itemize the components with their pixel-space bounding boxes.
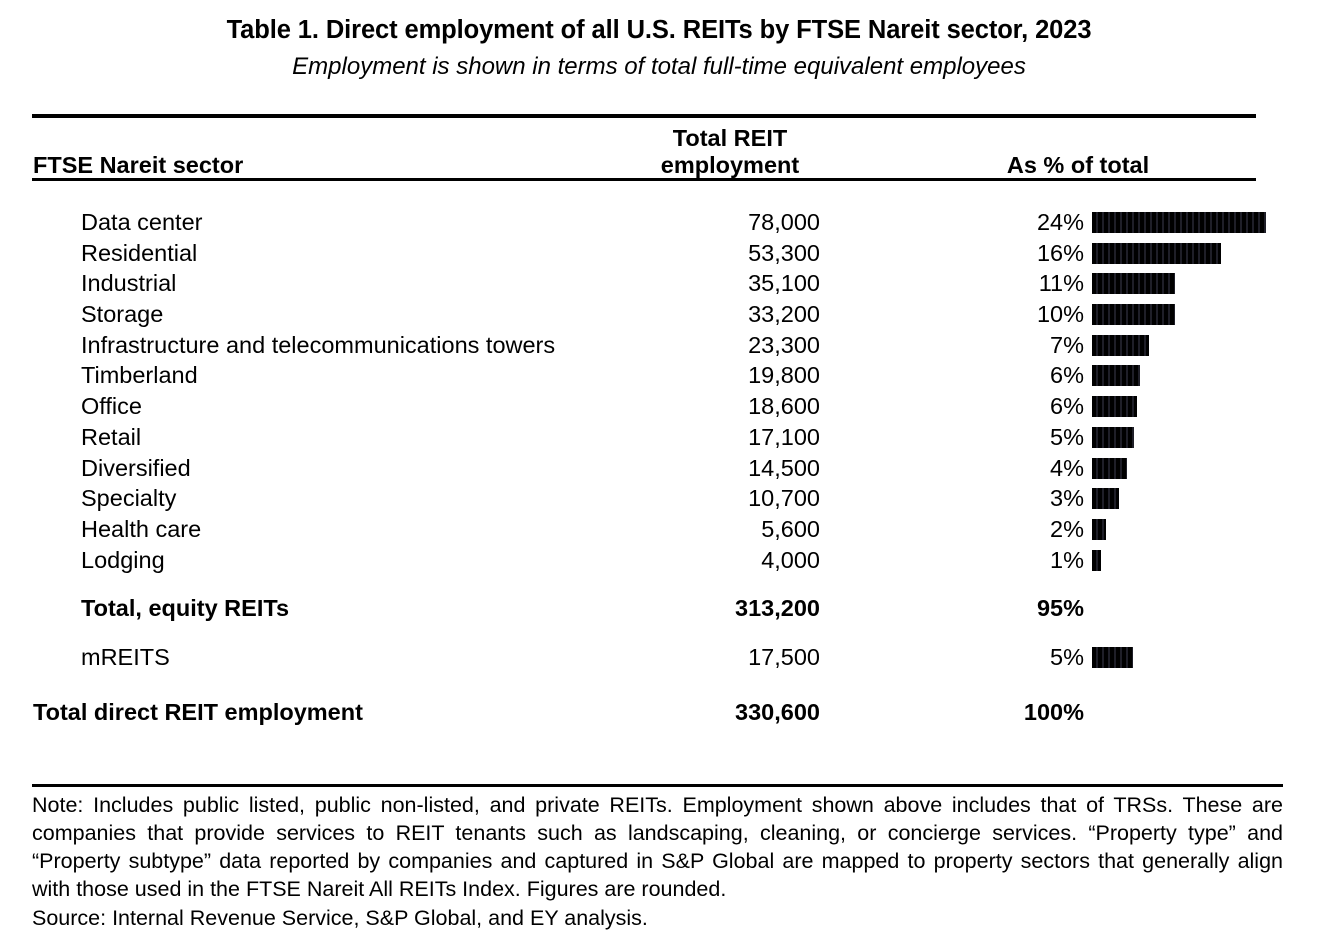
cell-bar xyxy=(1092,396,1137,417)
column-header-percent: As % of total xyxy=(1006,151,1150,178)
percent-bar xyxy=(1092,273,1175,294)
cell-bar xyxy=(1092,335,1149,356)
cell-sector: Specialty xyxy=(81,485,177,512)
table-rows xyxy=(0,207,1318,727)
cell-sector: Storage xyxy=(81,301,164,328)
table-note xyxy=(32,791,1283,932)
cell-bar xyxy=(1092,365,1140,386)
page-title: Table 1. Direct employment of all U.S. REITs by FTSE Nareit sector, 2023 xyxy=(226,16,1092,44)
column-header-employment-line2: employment xyxy=(660,151,800,178)
cell-sector: Infrastructure and telecommunications towers xyxy=(81,331,556,358)
cell-sector: mREITS xyxy=(81,643,170,670)
cell-percent: 24% xyxy=(1036,209,1084,235)
cell-percent: 95% xyxy=(1036,595,1084,622)
cell-bar xyxy=(1092,519,1106,540)
percent-bar xyxy=(1092,519,1106,540)
cell-bar xyxy=(1092,273,1175,294)
cell-percent: 3% xyxy=(1050,485,1084,512)
column-header-employment-line1: Total REIT xyxy=(672,125,788,152)
page-subtitle: Employment is shown in terms of total full-time equivalent employees xyxy=(292,53,1026,81)
table-row xyxy=(0,642,1318,673)
cell-percent: 6% xyxy=(1050,362,1084,389)
table-row xyxy=(0,422,1318,453)
cell-percent: 5% xyxy=(1050,643,1084,670)
cell-employment: 35,100 xyxy=(748,270,820,297)
table-row xyxy=(0,391,1318,422)
cell-bar xyxy=(1092,550,1101,571)
percent-bar xyxy=(1092,488,1119,509)
cell-bar xyxy=(1092,427,1134,448)
cell-bar xyxy=(1092,647,1133,668)
cell-percent: 6% xyxy=(1050,393,1084,420)
cell-employment: 23,300 xyxy=(748,331,820,358)
cell-percent: 5% xyxy=(1050,423,1084,450)
cell-percent: 11% xyxy=(1038,270,1084,297)
percent-bar xyxy=(1092,335,1149,356)
cell-employment: 18,600 xyxy=(748,393,820,420)
cell-sector: Lodging xyxy=(81,546,165,573)
cell-sector: Total, equity REITs xyxy=(81,595,290,622)
cell-sector: Total direct REIT employment xyxy=(33,698,363,725)
cell-bar xyxy=(1092,212,1266,233)
cell-percent: 100% xyxy=(1023,698,1084,725)
percent-bar xyxy=(1092,427,1134,448)
percent-bar xyxy=(1092,243,1221,264)
cell-bar xyxy=(1092,488,1119,509)
cell-bar xyxy=(1092,458,1127,479)
percent-bar xyxy=(1092,365,1140,386)
cell-employment: 330,600 xyxy=(735,698,820,725)
percent-bar xyxy=(1092,458,1127,479)
table-row xyxy=(0,514,1318,545)
cell-sector: Timberland xyxy=(81,362,198,389)
table-row xyxy=(0,268,1318,299)
table-row xyxy=(0,453,1318,484)
cell-sector: Industrial xyxy=(81,270,177,297)
cell-percent: 4% xyxy=(1050,454,1084,481)
column-header-employment xyxy=(600,125,860,178)
table-header-rule xyxy=(32,178,1256,181)
percent-bar xyxy=(1092,304,1175,325)
cell-percent: 7% xyxy=(1050,331,1084,358)
table-row xyxy=(0,238,1318,269)
cell-bar xyxy=(1092,243,1221,264)
cell-employment: 10,700 xyxy=(748,485,820,512)
percent-bar xyxy=(1092,647,1133,668)
cell-employment: 313,200 xyxy=(735,595,820,622)
column-header-sector: FTSE Nareit sector xyxy=(33,151,244,178)
cell-employment: 53,300 xyxy=(748,239,820,266)
cell-sector: Diversified xyxy=(81,454,191,481)
cell-percent: 16% xyxy=(1036,239,1084,266)
note-source: Source: Internal Revenue Service, S&P Global, and EY analysis. xyxy=(32,905,648,930)
table-bottom-rule xyxy=(32,784,1283,787)
table-row xyxy=(0,593,1318,624)
percent-bar xyxy=(1092,212,1266,233)
table-row xyxy=(0,545,1318,576)
cell-employment: 33,200 xyxy=(748,301,820,328)
cell-sector: Data center xyxy=(81,209,203,235)
table-body xyxy=(0,207,1318,727)
cell-employment: 78,000 xyxy=(748,209,820,235)
cell-employment: 19,800 xyxy=(748,362,820,389)
cell-sector: Health care xyxy=(81,515,202,542)
note-text: Note: Includes public listed, public non-listed, and private REITs. Employment shown above includes that of TRSs. These are companies that provide services to REIT tenants such as landscaping, cleaning, or concierge services. “Property type” and “Property subtype” data reported by companies and captured in S&P Global are mapped to property sectors that generally align with those used in the FTSE Nareit All REITs Index. Figures are rounded. xyxy=(32,793,1283,902)
percent-bar xyxy=(1092,396,1137,417)
table-row xyxy=(0,483,1318,514)
table-row xyxy=(0,330,1318,361)
cell-employment: 14,500 xyxy=(748,454,820,481)
table-row xyxy=(0,697,1318,728)
table-header xyxy=(0,118,1318,178)
percent-bar xyxy=(1092,550,1101,571)
cell-percent: 2% xyxy=(1050,515,1084,542)
cell-employment: 17,100 xyxy=(748,423,820,450)
row-spacer xyxy=(0,673,1318,697)
cell-employment: 17,500 xyxy=(748,643,820,670)
cell-employment: 4,000 xyxy=(761,546,820,573)
row-spacer xyxy=(0,624,1318,642)
cell-sector: Residential xyxy=(81,239,198,266)
table-row xyxy=(0,299,1318,330)
cell-percent: 1% xyxy=(1050,546,1084,573)
cell-percent: 10% xyxy=(1036,301,1084,328)
cell-bar xyxy=(1092,304,1175,325)
cell-sector: Office xyxy=(81,393,142,420)
cell-employment: 5,600 xyxy=(761,515,820,542)
table-row xyxy=(0,360,1318,391)
title-block xyxy=(0,0,1318,84)
cell-sector: Retail xyxy=(81,423,142,450)
row-spacer xyxy=(0,575,1318,593)
table-row xyxy=(0,207,1318,238)
